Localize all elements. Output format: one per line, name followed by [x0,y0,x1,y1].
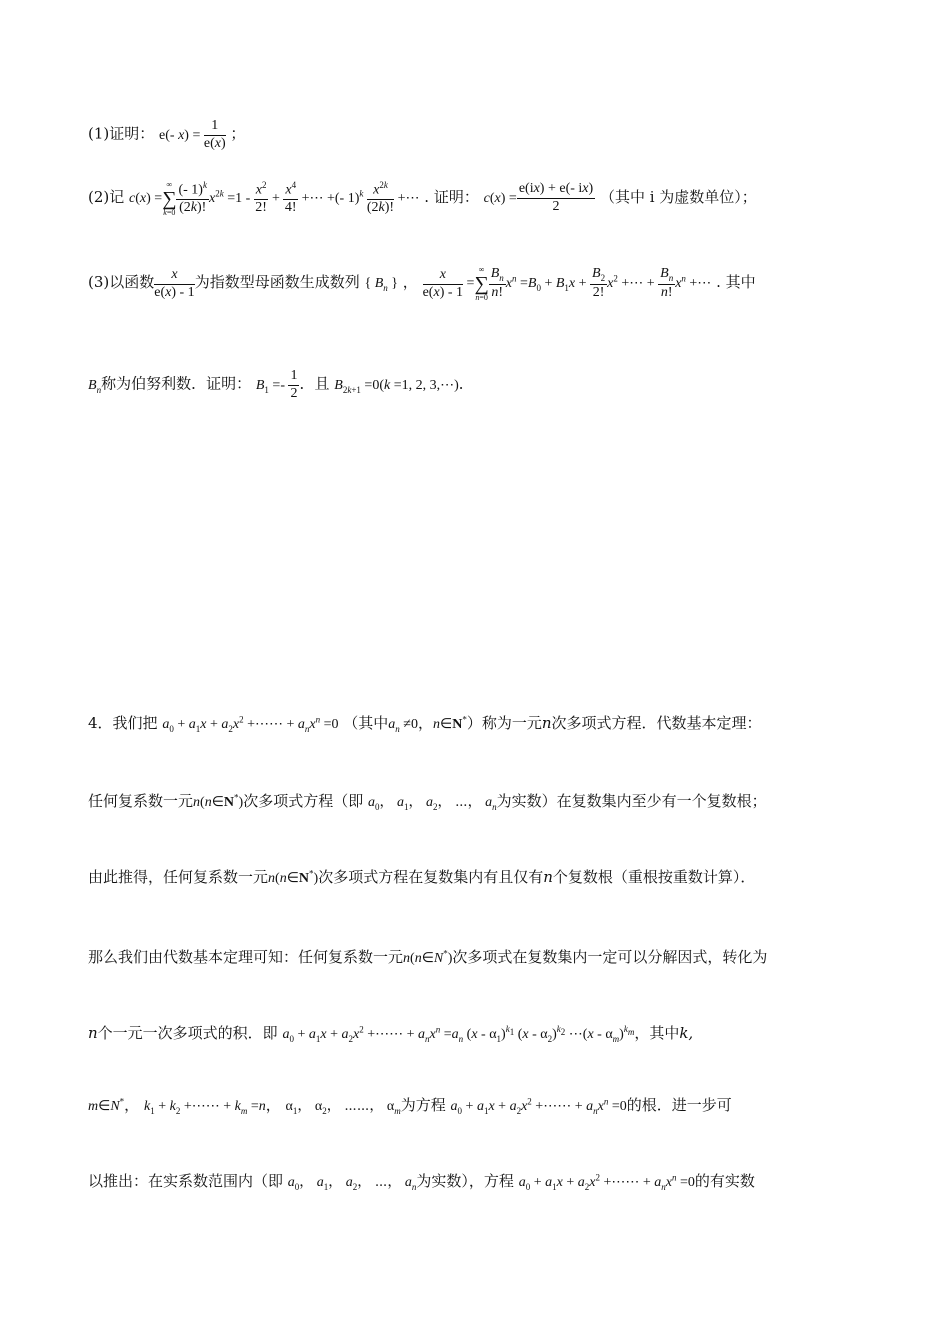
l2-mid: 次多项式方程（即 [243,792,364,810]
formula-Bn: $B_n$ [88,377,102,395]
l2-start: 任何复系数一元 [88,792,194,810]
l6-end: 为方程 [400,1096,446,1114]
fta-text: 次多项式方程．代数基本定理： [551,714,762,732]
semicolon: ； [230,124,246,143]
item-3-label: (3)以函数 [88,273,155,292]
l5-start: 个一元一次多项式的积．即 [97,1024,278,1042]
formula-Bn-seq: { $B_n$ } [364,276,399,294]
l7-start: 以推出：在实系数范围内（即 [88,1172,284,1190]
formula-poly-eq-3: $a_0 + a_1x + a_2x^2$ +⋯⋯ + $a_nx^n =0$ [518,1172,695,1192]
p4-line-7 [88,1170,755,1192]
l7-mid: 为实数），方程 [416,1172,514,1190]
p4-line-5 [88,1022,693,1044]
prove-label: 证明： [433,187,479,206]
formula-poly-eq-2: $a_0 + a_1x + a_2x^2$ +⋯⋯ + $a_nx^n =0$ [450,1096,627,1116]
l4-end: 次多项式在复数集内一定可以分解因式，转化为 [452,948,768,966]
formula-B1: $B_1$ =- $\frac{1}{2}$ [255,368,298,401]
item-1-label: (1)证明： [88,124,155,143]
formula-bernoulli-series: $\frac{x}{e(x) - 1}$ = ∞ ∑ n=0 $\frac{B_n}{n!}$ $x^n =B_0 + B_1x$ + $\frac{B_2}{2!}$ $x^2$ +⋯ + $\frac{B_n}{n!}$ $x^n$ +⋯ [422,265,712,302]
bernoulli-text: 称为伯努利数．证明： [101,374,252,393]
formula-n-N-3: n(n∈N*) [403,948,453,966]
imag-unit-note: （其中 i 为虚数单位）； [599,187,757,206]
formula-c-series: c(x) = ∞ ∑ k=0 $\frac{(- 1)^k}{(2k)!}$ $x^{2k} =1$ - $\frac{x^2}{2!}$ + $\frac{x^4}{4!}$ +⋯ +(- 1)$^k$ $\frac{x^{2k}}{(2k)!}$ +⋯ [129,179,420,217]
l2-end: 为实数）在复数集内至少有一个复数根； [496,792,767,810]
formula-coeffs-2: $a_0$， $a_1$， $a_2$， ⋯， $a_n$ [287,1175,417,1192]
formula-factorization: $a_0 + a_1x + a_2x^2$ +⋯⋯ + $a_nx^n =a_n$ $(x - \alpha_1)^{k_1}$ $(x - \alpha_2)^{k_2}$ ⋯(x - $\alpha_m)^{k_m}$ [282,1024,635,1044]
l7-end: 的有实数 [694,1172,755,1190]
n-var: n [88,1024,98,1042]
where-text: （其中 [343,714,389,732]
item-3-mid: 为指数型母函数生成数列 [194,273,360,292]
p4-line-4 [88,946,767,967]
formula-poly-eq: $a_0 + a_1x + a_2x^2$ +⋯⋯ + $a_nx^n =0$ [162,714,339,734]
l6-tail: 的根．进一步可 [626,1096,732,1114]
and-text: ．且 [299,374,330,393]
item-2 [88,180,757,217]
l5-end: ，其中 [634,1024,680,1042]
item-3 [88,266,756,302]
formula-k-sum: $k_1 + k_2$ +⋯⋯ + $k_m =n$ [143,1099,266,1116]
comma: ， [124,1096,140,1114]
n-var: n [541,714,552,732]
l4-start: 那么我们由代数基本定理可知：任何复系数一元 [88,948,404,966]
formula-coeffs: $a_0$， $a_1$， $a_2$， ⋯， $a_n$ [367,795,497,812]
formula-n-in-N: n∈N* [433,714,467,732]
l3-start: 由此推得，任何复系数一元 [88,868,269,886]
formula-c-euler: c(x) = $\frac{e(ix) + e(- ix)}{2}$ [483,181,594,215]
item-1 [88,118,245,153]
p4-line-1: 4．我们把 $a_0 + a_1x + a_2x^2$ +⋯⋯ + $a_nx^n =0$ （其中$a_n \ne 0$，n∈N*）称为一元n次多项式方程．代数基本定理： [88,714,762,734]
p4-line-3 [88,866,755,887]
l3-end: 个复数根（重根按重数计算）． [552,868,756,886]
formula-n-N-2: n(n∈N*) [268,868,319,886]
formula-an-nonzero: $a_n \ne 0$ [388,717,418,734]
k-var: k, [679,1024,694,1042]
p4-line-2 [88,790,767,812]
formula-alphas: $\alpha_1$， $\alpha_2$， ⋯⋯， $\alpha_m$ [285,1099,401,1116]
period: ． [458,374,474,393]
formula-n-N: n(n∈N*) [193,792,244,810]
item-2-label: (2)记 [88,187,125,206]
item-3-end: . 其中 [716,273,756,292]
formula-e-neg-x: e(- x) = $\frac{1}{e(x)}$ [159,118,226,151]
item-3-continued [88,368,474,403]
p4-line-6: m∈N*， $k_1 + k_2$ +⋯⋯ + $k_m =n$， $\alpha_1$， $\alpha_2$， ⋯⋯， $\alpha_m$为方程 $a_0 + a_1x + a_2x^2$ +⋯⋯ + $a_nx^n =0$的根．进一步可 [88,1096,732,1116]
l3-mid: 次多项式方程在复数集内有且仅有 [318,868,544,886]
dot: . [424,187,430,206]
p4-intro: 4．我们把 [88,714,158,732]
formula-m-in-N: m∈N* [88,1096,125,1114]
n-var: n [543,868,553,886]
called-text: ）称为一元 [466,714,542,732]
comma: ， [402,273,418,292]
formula-B2k1: $B_{2k+1} =0(k =1$, 2, 3,⋯) [334,377,459,395]
formula-generating-fn: $\frac{x}{e(x) - 1}$ [154,266,195,300]
